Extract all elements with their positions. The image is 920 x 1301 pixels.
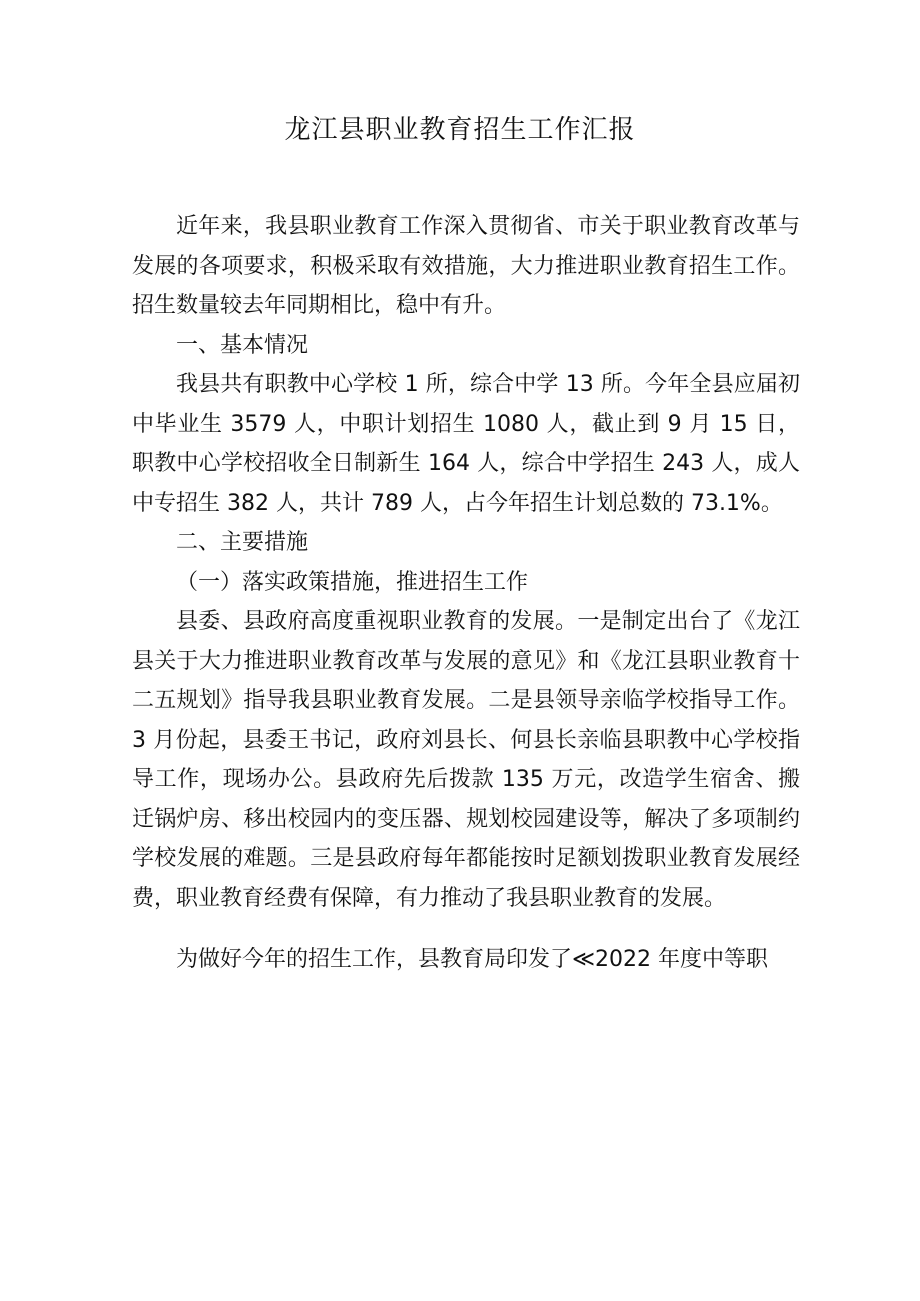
- document-title: 龙江县职业教育招生工作汇报: [284, 115, 636, 145]
- basic-situation-paragraph: 我县共有职教中心学校 1 所，综合中学 13 所。今年全县应届初中毕业生 3579 人，中职计划招生 1080 人，截止到 9 月 15 日，职教中心学校招收全日制新生 164 人，综合中学招生 243 人，成人中专招生 382 人，共计 789 人，占今年招生计划总数的 73.1%。: [132, 372, 800, 516]
- paragraph-gap: [132, 918, 800, 940]
- section-heading-main-measures: 二、主要措施: [176, 530, 309, 555]
- document-body: [132, 207, 800, 980]
- closing-paragraph: 为做好今年的招生工作，县教育局印发了≪2022 年度中等职: [176, 947, 769, 972]
- subsection-heading-policy: （一）落实政策措施，推进招生工作: [176, 569, 529, 595]
- policy-paragraph: 县委、县政府高度重视职业教育的发展。一是制定出台了《龙江县关于大力推进职业教育改革与发展的意见》和《龙江县职业教育十二五规划》指导我县职业教育发展。二是县领导亲临学校指导工作。3 月份起，县委王书记，政府刘县长、何县长亲临县职教中心学校指导工作，现场办公。县政府先后拨款 135 万元，改造学生宿舍、搬迁锅炉房、移出校园内的变压器、规划校园建设等，解决了多项制约学校发展的难题。三是县政府每年都能按时足额划拨职业教育发展经费，职业教育经费有保障，有力推动了我县职业教育的发展。: [132, 609, 800, 911]
- section-heading-basic-situation: 一、基本情况: [176, 332, 309, 358]
- intro-paragraph: 近年来，我县职业教育工作深入贯彻省、市关于职业教育改革与发展的各项要求，积极采取有效措施，大力推进职业教育招生工作。招生数量较去年同期相比，稳中有升。: [132, 214, 800, 318]
